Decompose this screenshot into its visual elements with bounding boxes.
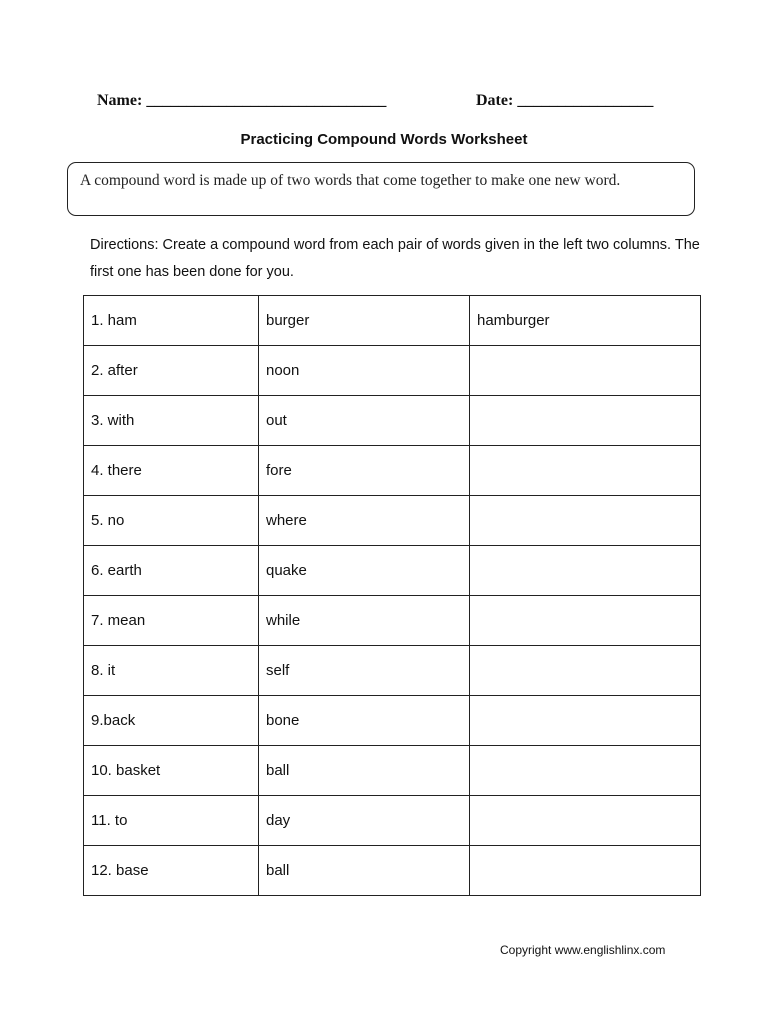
table-row bbox=[84, 496, 701, 546]
second-word-cell: noon bbox=[259, 346, 470, 396]
first-word-cell: 8. it bbox=[84, 646, 259, 696]
table-row bbox=[84, 446, 701, 496]
second-word-cell: self bbox=[259, 646, 470, 696]
first-word-cell: 4. there bbox=[84, 446, 259, 496]
answer-cell[interactable] bbox=[470, 496, 701, 546]
table-row bbox=[84, 546, 701, 596]
answer-cell[interactable] bbox=[470, 596, 701, 646]
second-word-cell: out bbox=[259, 396, 470, 446]
compound-words-table bbox=[83, 295, 701, 896]
table-row bbox=[84, 596, 701, 646]
answer-cell[interactable] bbox=[470, 846, 701, 896]
first-word-cell: 10. basket bbox=[84, 746, 259, 796]
name-label: Name: bbox=[97, 92, 143, 109]
table-row bbox=[84, 746, 701, 796]
answer-cell[interactable] bbox=[470, 696, 701, 746]
first-word-cell: 11. to bbox=[84, 796, 259, 846]
answer-cell[interactable] bbox=[470, 796, 701, 846]
answer-cell[interactable] bbox=[470, 646, 701, 696]
answer-cell[interactable]: hamburger bbox=[470, 296, 701, 346]
table-body bbox=[84, 296, 701, 896]
definition-box bbox=[67, 162, 695, 216]
first-word-cell: 9.back bbox=[84, 696, 259, 746]
table-row bbox=[84, 646, 701, 696]
table-row bbox=[84, 796, 701, 846]
second-word-cell: while bbox=[259, 596, 470, 646]
copyright-text: Copyright www.englishlinx.com bbox=[500, 943, 666, 957]
first-word-cell: 7. mean bbox=[84, 596, 259, 646]
answer-cell[interactable] bbox=[470, 746, 701, 796]
date-field[interactable] bbox=[476, 92, 653, 110]
directions-text: Directions: Create a compound word from each pair of words given in the left two columns. The first one has been done for you. bbox=[90, 237, 700, 280]
first-word-cell: 12. base bbox=[84, 846, 259, 896]
table-row bbox=[84, 346, 701, 396]
answer-cell[interactable] bbox=[470, 446, 701, 496]
name-blank[interactable]: ______________________________ bbox=[146, 92, 387, 109]
second-word-cell: ball bbox=[259, 846, 470, 896]
answer-cell[interactable] bbox=[470, 346, 701, 396]
first-word-cell: 5. no bbox=[84, 496, 259, 546]
first-word-cell: 6. earth bbox=[84, 546, 259, 596]
answer-cell[interactable] bbox=[470, 546, 701, 596]
date-label: Date: bbox=[476, 92, 514, 109]
second-word-cell: ball bbox=[259, 746, 470, 796]
table-row bbox=[84, 396, 701, 446]
second-word-cell: fore bbox=[259, 446, 470, 496]
first-word-cell: 2. after bbox=[84, 346, 259, 396]
second-word-cell: bone bbox=[259, 696, 470, 746]
definition-text: A compound word is made up of two words that come together to make one new word. bbox=[80, 172, 621, 189]
second-word-cell: where bbox=[259, 496, 470, 546]
table-row bbox=[84, 296, 701, 346]
first-word-cell: 1. ham bbox=[84, 296, 259, 346]
second-word-cell: burger bbox=[259, 296, 470, 346]
name-field[interactable] bbox=[97, 92, 386, 110]
second-word-cell: quake bbox=[259, 546, 470, 596]
table-row bbox=[84, 846, 701, 896]
second-word-cell: day bbox=[259, 796, 470, 846]
date-blank[interactable]: _________________ bbox=[517, 92, 654, 109]
answer-cell[interactable] bbox=[470, 396, 701, 446]
first-word-cell: 3. with bbox=[84, 396, 259, 446]
table-row bbox=[84, 696, 701, 746]
worksheet-title: Practicing Compound Words Worksheet bbox=[240, 131, 528, 148]
